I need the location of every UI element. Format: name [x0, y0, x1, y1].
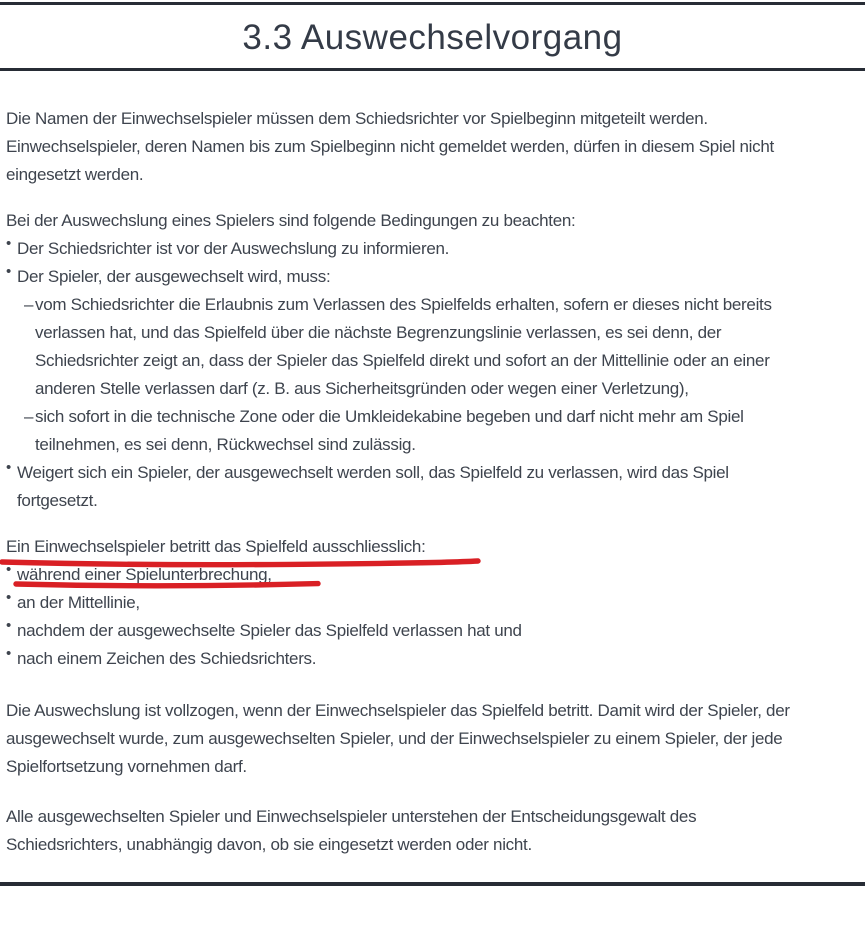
text-line: sich sofort in die technische Zone oder die Umkleidekabine begeben und darf nicht mehr am Spiel: [35, 407, 744, 426]
list-item: [6, 645, 859, 673]
text-line: Spielfortsetzung vornehmen darf.: [6, 757, 247, 776]
text-line: Weigert sich ein Spieler, der ausgewechselt werden soll, das Spielfeld zu verlassen, wird das Spiel: [17, 463, 729, 482]
text-line: vom Schiedsrichter die Erlaubnis zum Verlassen des Spielfelds erhalten, sofern er dieses nicht bereits: [35, 295, 772, 314]
list-item: [6, 235, 859, 263]
entry-list: [6, 561, 859, 673]
text-line: anderen Stelle verlassen darf (z. B. aus Sicherheitsgründen oder wegen einer Verletzung),: [35, 379, 689, 398]
text-line: Einwechselspieler, deren Namen bis zum Spielbeginn nicht gemeldet werden, dürfen in diesem Spiel nicht: [6, 137, 774, 156]
list-subitem: [6, 403, 859, 459]
section-title: 3.3 Auswechselvorgang: [242, 18, 623, 57]
bullet-marker: •: [6, 263, 12, 280]
text-line: eingesetzt werden.: [6, 165, 144, 184]
list-item: [6, 561, 859, 589]
text-line: Die Auswechslung ist vollzogen, wenn der Einwechselspieler das Spielfeld betritt. Damit wird der Spieler, der: [6, 701, 790, 720]
text-line: ausgewechselt wurde, zum ausgewechselten Spieler, und der Einwechselspieler zu einem Spieler, der jede: [6, 729, 783, 748]
list-item: [6, 617, 859, 645]
bullet-marker: •: [6, 235, 12, 252]
text-line: teilnehmen, es sei denn, Rückwechsel sind zulässig.: [35, 435, 416, 454]
dash-marker: –: [24, 407, 34, 426]
bullet-marker: •: [6, 617, 12, 634]
bullet-marker: •: [6, 645, 12, 662]
paragraph-authority: [6, 803, 859, 859]
paragraph-completion: [6, 697, 859, 781]
text-line: während einer Spielunterbrechung,: [17, 565, 272, 584]
bullet-marker: •: [6, 589, 12, 606]
text-line: Der Schiedsrichter ist vor der Auswechslung zu informieren.: [17, 239, 450, 258]
document-body: [6, 105, 859, 859]
text-line: nachdem der ausgewechselte Spieler das Spielfeld verlassen hat und: [17, 621, 522, 640]
list-item: [6, 459, 859, 515]
text-line-underlined: [17, 561, 859, 589]
text-line: an der Mittellinie,: [17, 593, 140, 612]
paragraph-conditions-lead: [6, 207, 859, 235]
text-line: Schiedsrichter zeigt an, dass der Spieler das Spielfeld direkt und sofort an der Mittellinie oder an einer: [35, 351, 770, 370]
text-line: verlassen hat, und das Spielfeld über die nächste Begrenzungslinie verlassen, es sei denn, der: [35, 323, 722, 342]
list-item: [6, 263, 859, 291]
text-line: Schiedsrichters, unabhängig davon, ob sie eingesetzt werden oder nicht.: [6, 835, 532, 854]
text-line: Der Spieler, der ausgewechselt wird, muss:: [17, 267, 331, 286]
dash-marker: –: [24, 295, 34, 314]
text-line: Bei der Auswechslung eines Spielers sind folgende Bedingungen zu beachten:: [6, 211, 576, 230]
list-item: [6, 589, 859, 617]
paragraph-entry-lead: [6, 533, 859, 561]
text-line-underlined: [6, 533, 859, 561]
text-line: Alle ausgewechselten Spieler und Einwechselspieler unterstehen der Entscheidungsgewalt des: [6, 807, 697, 826]
conditions-list: [6, 235, 859, 515]
title-divider: [0, 68, 865, 71]
text-line: Ein Einwechselspieler betritt das Spielfeld ausschliesslich:: [6, 537, 426, 556]
text-line: nach einem Zeichen des Schiedsrichters.: [17, 649, 317, 668]
list-subitem: [6, 291, 859, 403]
text-line: fortgesetzt.: [17, 491, 98, 510]
paragraph-intro: [6, 105, 859, 189]
bullet-marker: •: [6, 459, 12, 476]
text-line: Die Namen der Einwechselspieler müssen dem Schiedsrichter vor Spielbeginn mitgeteilt werden.: [6, 109, 708, 128]
bullet-marker: •: [6, 561, 12, 578]
bottom-divider: [0, 882, 865, 886]
